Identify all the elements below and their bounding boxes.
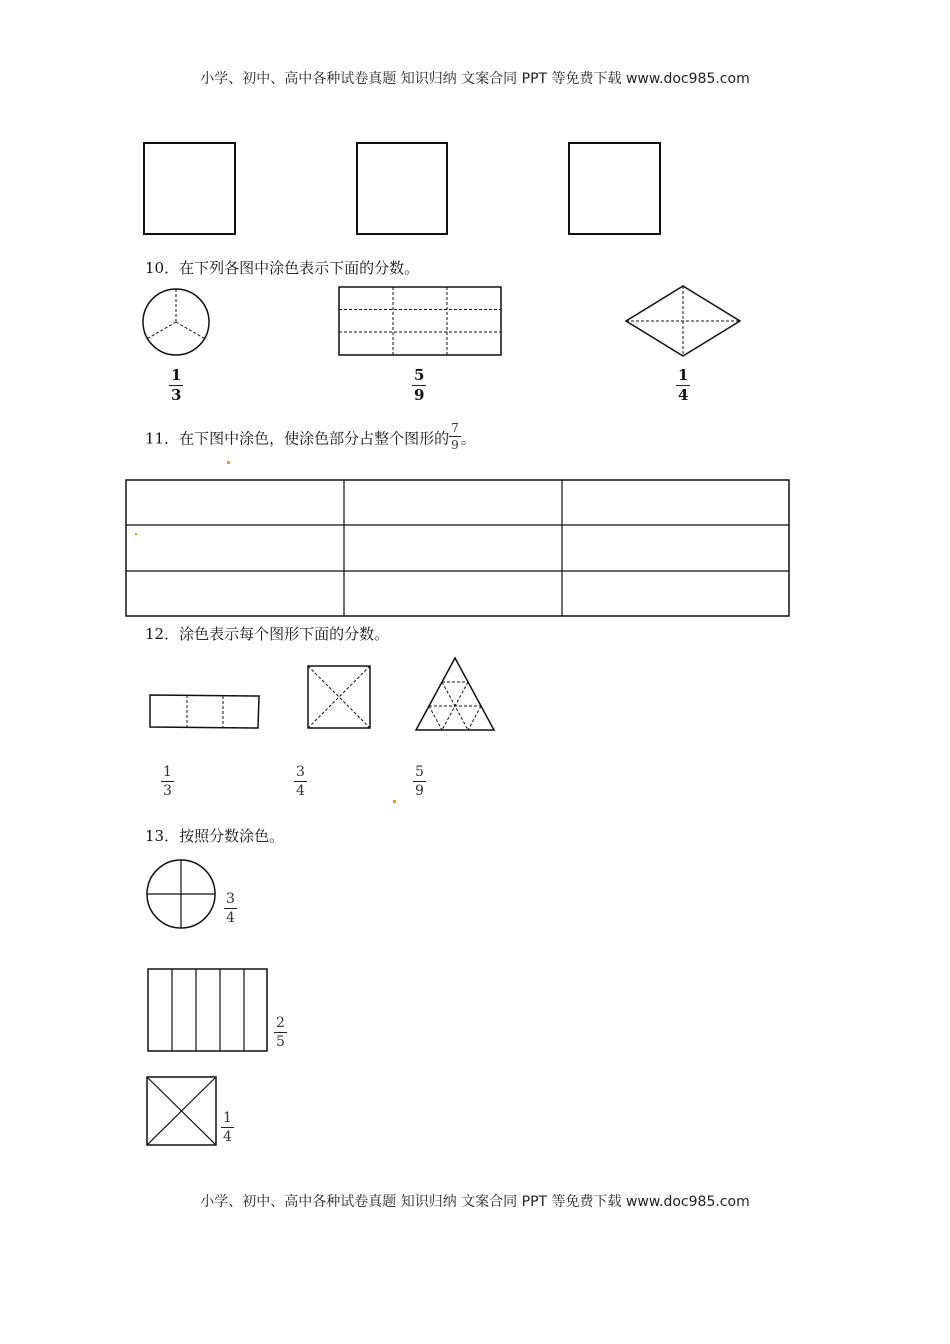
q13-circle-quarters [145,858,219,932]
q10-fraction-3: 1 4 [678,366,689,404]
stray-dot [135,533,137,535]
q12-fraction-3: 5 9 [415,764,424,799]
q12-fraction-1: 1 3 [163,764,172,799]
q10-fraction-2: 5 9 [414,366,425,404]
q10-text: 10．在下列各图中涂色表示下面的分数。 [145,259,420,277]
q12-strip-thirds [148,693,262,731]
page-footer: 小学、初中、高中各种试卷真题 知识归纳 文案合同 PPT 等免费下载 www.doc985.com [200,1194,750,1210]
stray-dot [227,461,230,464]
q12-fraction-2: 3 4 [296,764,305,799]
q13-text: 13．按照分数涂色。 [145,827,285,845]
q12-text: 12．涂色表示每个图形下面的分数。 [145,625,390,643]
q13-fraction-2: 2 5 [276,1015,285,1050]
q13-square-quarters [145,1075,219,1147]
q12-square-quarters [306,664,374,732]
q11-text-after: 。 [460,429,476,448]
q13-rectangle-fifths [146,967,270,1055]
q13-fraction-3: 1 4 [223,1110,232,1145]
stray-dot [393,800,396,803]
q11-fraction: $\frac{7}{9}$ [451,421,459,452]
q11-text-before: 11．在下图中涂色，使涂色部分占整个图形的 [145,429,450,448]
q11-text [145,421,476,454]
q12-triangle-ninths [413,656,497,734]
q10-rectangle-ninths [338,286,504,358]
q10-rhombus-quarters [624,285,744,357]
q10-circle-thirds [141,287,213,359]
q10-fraction-1: 1 3 [171,366,182,404]
page-header: 小学、初中、高中各种试卷真题 知识归纳 文案合同 PPT 等免费下载 www.doc985.com [200,71,750,87]
q11-grid-3x3 [125,479,793,619]
q13-fraction-1: 3 4 [226,891,235,926]
